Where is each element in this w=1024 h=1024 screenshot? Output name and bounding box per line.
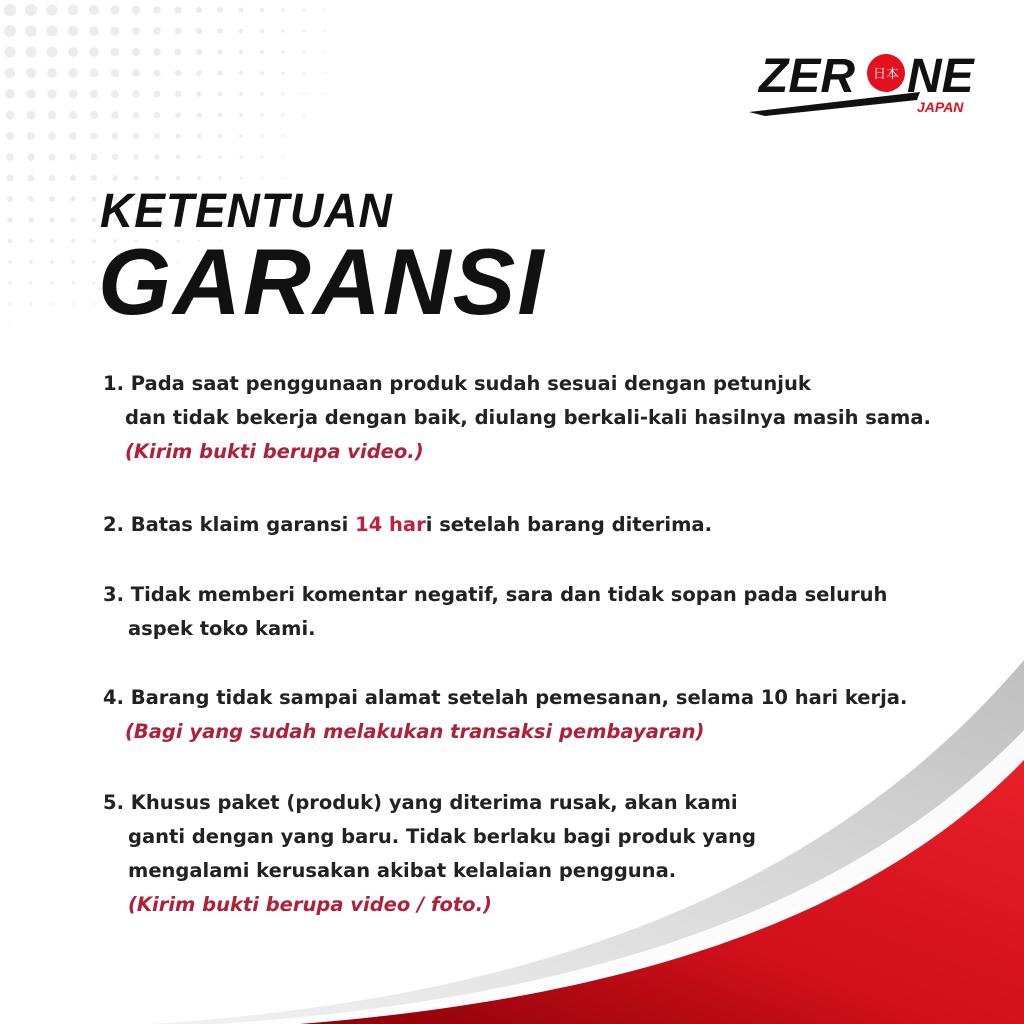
logo-subtext: JAPAN xyxy=(917,99,964,115)
halftone-dot xyxy=(281,50,284,53)
halftone-dot xyxy=(111,111,118,118)
halftone-dot xyxy=(71,218,76,223)
halftone-dot xyxy=(153,48,160,55)
halftone-dot xyxy=(48,132,56,140)
halftone-dot xyxy=(29,239,34,244)
halftone-dot xyxy=(218,113,223,118)
halftone-dot xyxy=(154,91,161,98)
halftone-dot xyxy=(239,8,244,13)
heading-ketentuan: KETENTUAN xyxy=(100,183,393,238)
halftone-dot xyxy=(324,72,326,74)
halftone-dot xyxy=(196,28,202,34)
term-3-line-1: 3. Tidak memberi komentar negatif, sara dan tidak sopan pada seluruh xyxy=(103,583,888,606)
halftone-dot xyxy=(303,51,306,54)
halftone-dot xyxy=(26,89,36,99)
halftone-dot xyxy=(176,155,181,160)
term-5-note: (Kirim bukti berupa video / foto.) xyxy=(128,893,492,916)
halftone-dot xyxy=(303,72,306,75)
term-item-2 xyxy=(103,508,973,542)
halftone-dot xyxy=(155,176,160,181)
halftone-dot xyxy=(69,111,77,119)
halftone-dot xyxy=(197,176,201,180)
logo-emblem-text: 日本 xyxy=(872,67,900,82)
halftone-dot xyxy=(282,177,284,179)
halftone-dot xyxy=(196,91,202,97)
halftone-dot xyxy=(240,177,243,180)
halftone-dot xyxy=(47,89,56,98)
halftone-dot xyxy=(261,177,263,179)
halftone-dot xyxy=(7,196,13,202)
halftone-dot xyxy=(175,70,182,77)
halftone-dot xyxy=(72,282,75,285)
brand-logo xyxy=(745,40,985,120)
halftone-dot xyxy=(282,156,284,158)
halftone-dot xyxy=(153,27,161,35)
halftone-dot xyxy=(69,90,78,99)
halftone-dot xyxy=(303,135,305,137)
halftone-dot xyxy=(4,4,17,17)
halftone-dot xyxy=(281,8,285,12)
term-2-highlight: 14 har xyxy=(355,513,426,536)
term-1-line-2: dan tidak bekerja dengan baik, diulang berkali-kali hasilnya masih sama. xyxy=(125,406,931,429)
halftone-dot xyxy=(132,48,140,56)
halftone-dot xyxy=(239,113,243,117)
halftone-dot xyxy=(239,155,242,158)
halftone-dot xyxy=(89,5,99,15)
halftone-dot xyxy=(260,134,263,137)
halftone-dot xyxy=(68,68,77,77)
halftone-dot xyxy=(110,26,119,35)
halftone-dot xyxy=(9,303,11,305)
halftone-dot xyxy=(197,134,202,139)
halftone-dot xyxy=(154,133,160,139)
halftone-dot xyxy=(26,47,37,58)
halftone-dot xyxy=(175,112,181,118)
halftone-dot xyxy=(6,111,15,120)
term-1-note: (Kirim bukti berupa video.) xyxy=(125,440,424,463)
halftone-dot xyxy=(93,303,95,305)
halftone-dot xyxy=(47,26,58,37)
halftone-dot xyxy=(303,30,306,33)
term-2-line-1 xyxy=(103,508,973,542)
halftone-dot xyxy=(132,6,140,14)
halftone-dot xyxy=(68,26,78,36)
term-item-4 xyxy=(103,681,973,749)
halftone-dot xyxy=(28,196,34,202)
term-item-5 xyxy=(103,786,973,922)
halftone-dot xyxy=(9,324,11,326)
halftone-dot xyxy=(91,175,97,181)
halftone-dot xyxy=(110,5,119,14)
halftone-dot xyxy=(48,153,55,160)
halftone-dot xyxy=(26,68,36,78)
halftone-dot xyxy=(239,71,244,76)
halftone-dot xyxy=(25,4,37,16)
halftone-dot xyxy=(4,25,16,37)
halftone-dot xyxy=(89,47,98,56)
term-5-line-2: ganti dengan yang baru. Tidak berlaku bagi produk yang xyxy=(128,825,756,848)
halftone-dot xyxy=(196,112,201,117)
halftone-dot xyxy=(154,154,159,159)
halftone-dot xyxy=(70,196,76,202)
halftone-dot xyxy=(51,282,54,285)
logo-text-right: NE xyxy=(907,50,974,103)
halftone-dot xyxy=(5,89,15,99)
halftone-dot xyxy=(260,8,264,12)
halftone-dot xyxy=(132,27,140,35)
halftone-dot xyxy=(7,175,14,182)
halftone-dot xyxy=(71,260,75,264)
halftone-dot xyxy=(48,111,57,120)
halftone-dot xyxy=(49,175,56,182)
halftone-dot xyxy=(51,303,53,305)
halftone-dot xyxy=(174,6,181,13)
halftone-dot xyxy=(261,156,264,159)
halftone-dot xyxy=(25,25,37,37)
halftone-dot xyxy=(260,71,264,75)
halftone-dot xyxy=(92,218,97,223)
halftone-dot xyxy=(175,91,181,97)
halftone-dot xyxy=(153,6,161,14)
halftone-dot xyxy=(47,68,57,78)
halftone-dot xyxy=(217,28,223,34)
halftone-dot xyxy=(68,47,78,57)
halftone-dot xyxy=(133,112,140,119)
halftone-dot xyxy=(72,303,74,305)
term-5-line-3: mengalami kerusakan akibat kelalaian pengguna. xyxy=(128,859,677,882)
halftone-dot xyxy=(111,69,119,77)
halftone-dot xyxy=(49,217,54,222)
halftone-dot xyxy=(217,49,222,54)
halftone-dot xyxy=(132,90,139,97)
halftone-dot xyxy=(111,48,120,57)
halftone-dot xyxy=(50,239,54,243)
halftone-dot xyxy=(282,135,284,137)
halftone-dot xyxy=(27,111,36,120)
halftone-dot xyxy=(218,155,222,159)
halftone-dot xyxy=(153,69,160,76)
logo-text-left: ZER xyxy=(759,50,855,103)
halftone-dot xyxy=(217,7,223,13)
halftone-dot xyxy=(28,217,33,222)
halftone-dot xyxy=(175,49,182,56)
halftone-dot xyxy=(217,70,222,75)
halftone-dot xyxy=(46,4,57,15)
term-4-note: (Bagi yang sudah melakukan transaksi pembayaran) xyxy=(125,720,705,743)
halftone-dot xyxy=(303,114,305,116)
halftone-dot xyxy=(89,26,99,36)
halftone-dot xyxy=(92,260,95,263)
halftone-dot xyxy=(239,50,244,55)
halftone-dot xyxy=(90,132,97,139)
halftone-dot xyxy=(281,71,284,74)
halftone-dot xyxy=(324,51,326,53)
halftone-dot xyxy=(90,90,98,98)
halftone-dot xyxy=(8,239,13,244)
halftone-dot xyxy=(176,176,180,180)
term-4-line-1: 4. Barang tidak sampai alamat setelah pemesanan, selama 10 hari kerja. xyxy=(103,686,908,709)
halftone-dot xyxy=(7,217,12,222)
halftone-dot xyxy=(92,239,96,243)
halftone-dot xyxy=(132,69,140,77)
halftone-dot xyxy=(239,134,243,138)
halftone-dot xyxy=(49,196,55,202)
term-item-1 xyxy=(103,367,973,469)
halftone-dot xyxy=(70,175,76,181)
term-3-line-2: aspek toko kami. xyxy=(128,617,316,640)
halftone-dot xyxy=(260,113,263,116)
halftone-dot xyxy=(133,154,139,160)
halftone-dot xyxy=(239,92,243,96)
halftone-dot xyxy=(47,47,57,57)
halftone-dot xyxy=(282,114,285,117)
halftone-dot xyxy=(27,132,35,140)
halftone-dot xyxy=(91,154,98,161)
halftone-dot xyxy=(8,281,11,284)
halftone-dot xyxy=(111,90,119,98)
halftone-dot xyxy=(71,239,75,243)
halftone-dot xyxy=(28,175,35,182)
halftone-dot xyxy=(29,260,33,264)
halftone-dot xyxy=(93,282,96,285)
halftone-dot xyxy=(8,260,12,264)
halftone-dot xyxy=(4,46,15,57)
halftone-dot xyxy=(197,155,201,159)
halftone-dot xyxy=(27,153,34,160)
halftone-dot xyxy=(260,92,264,96)
halftone-dot xyxy=(154,112,160,118)
halftone-dot xyxy=(50,260,54,264)
term-2-prefix: 2. Batas klaim garansi xyxy=(103,513,356,536)
halftone-dot xyxy=(90,69,99,78)
halftone-dot xyxy=(6,132,14,140)
halftone-dot xyxy=(69,132,77,140)
halftone-dot xyxy=(90,111,98,119)
heading-garansi: GARANSI xyxy=(98,229,546,334)
halftone-dot xyxy=(68,5,79,16)
halftone-dot xyxy=(112,175,118,181)
halftone-dot xyxy=(196,49,202,55)
halftone-dot xyxy=(70,154,77,161)
halftone-dot xyxy=(5,68,15,78)
halftone-dot xyxy=(6,153,14,161)
halftone-dot xyxy=(281,29,285,33)
term-1-line-1: 1. Pada saat penggunaan produk sudah sesuai dengan petunjuk xyxy=(103,372,811,395)
halftone-dot xyxy=(239,29,244,34)
halftone-dot xyxy=(29,281,32,284)
halftone-dot xyxy=(260,50,264,54)
zerone-logo-icon xyxy=(745,40,985,120)
halftone-dot xyxy=(133,133,139,139)
halftone-dot xyxy=(281,92,284,95)
halftone-dot xyxy=(196,7,202,13)
halftone-dot xyxy=(30,303,32,305)
halftone-dot xyxy=(324,30,326,32)
halftone-dot xyxy=(303,9,306,12)
halftone-dot xyxy=(91,196,96,201)
term-item-3 xyxy=(103,578,973,646)
halftone-dot xyxy=(175,28,182,35)
halftone-dot xyxy=(260,29,264,33)
halftone-dot xyxy=(133,175,138,180)
halftone-dot xyxy=(303,93,305,95)
halftone-dot xyxy=(324,93,326,95)
halftone-dot xyxy=(218,134,222,138)
halftone-dot xyxy=(218,92,223,97)
halftone-dot xyxy=(112,154,118,160)
halftone-dot xyxy=(324,9,326,11)
term-5-line-1: 5. Khusus paket (produk) yang diterima rusak, akan kami xyxy=(103,791,738,814)
term-2-suffix: i setelah barang diterima. xyxy=(425,513,712,536)
halftone-dot xyxy=(112,133,119,140)
halftone-dot xyxy=(175,133,180,138)
halftone-dot xyxy=(218,176,221,179)
halftone-dot xyxy=(196,70,202,76)
